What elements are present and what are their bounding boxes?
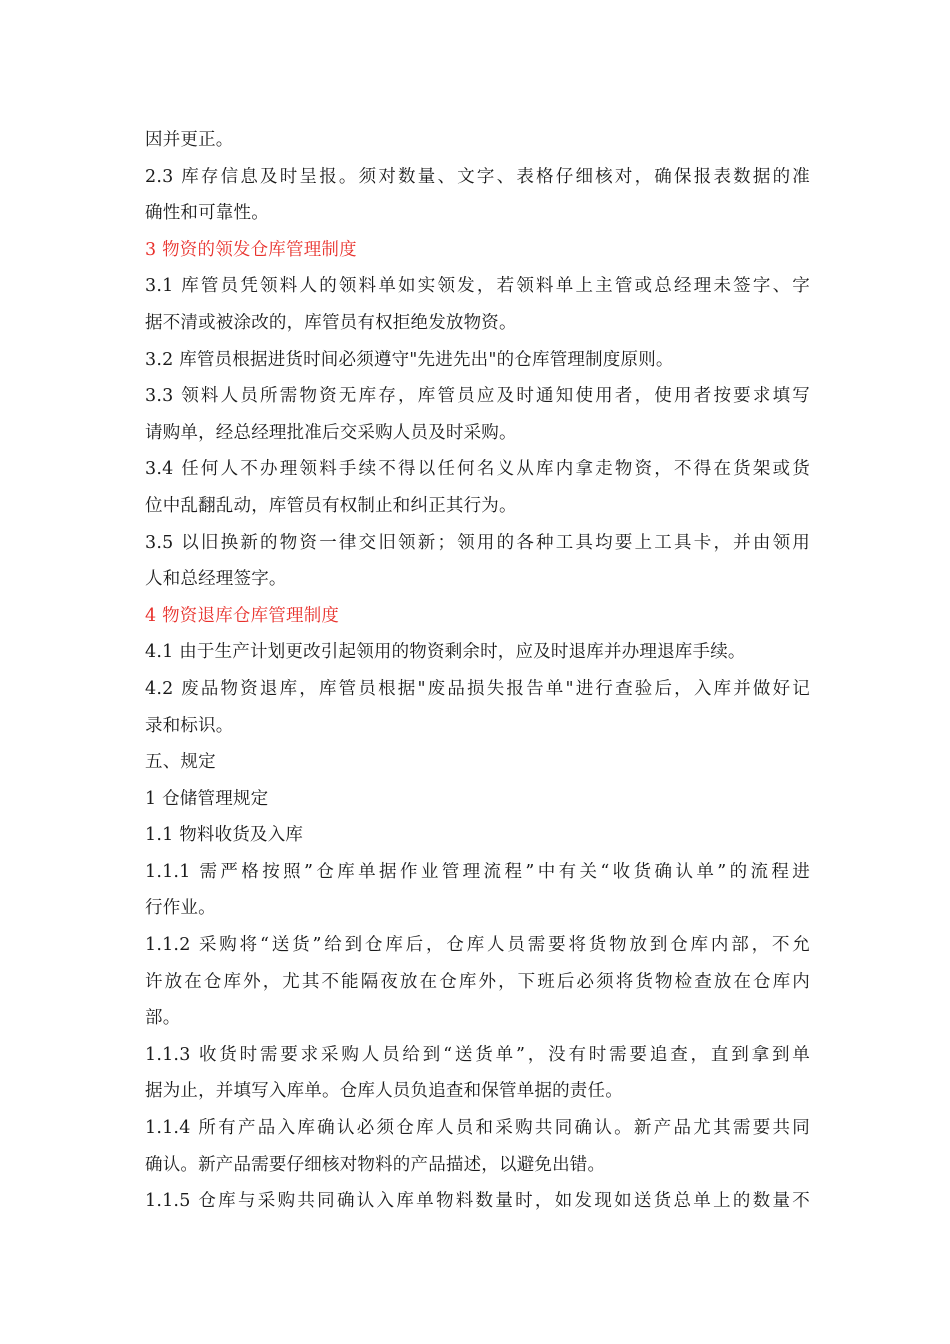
section-heading: 4 物资退库仓库管理制度 xyxy=(145,605,340,626)
paragraph-line: 请购单，经总经理批准后交采购人员及时采购。 xyxy=(145,422,517,443)
paragraph-line: 确认。新产品需要仔细核对物料的产品描述，以避免出错。 xyxy=(145,1154,606,1175)
paragraph-line: 人和总经理签字。 xyxy=(145,569,287,590)
paragraph-line: 部。 xyxy=(145,1008,181,1029)
paragraph-line: 位中乱翻乱动，库管员有权制止和纠正其行为。 xyxy=(145,495,517,516)
chapter-heading: 五、规定 xyxy=(145,752,216,773)
paragraph-line: 录和标识。 xyxy=(145,715,234,736)
paragraph-line: 确性和可靠性。 xyxy=(145,203,269,224)
paragraph-line: 1.1.2 采购将“送货”给到仓库后，仓库人员需要将货物放到仓库内部，不允 xyxy=(145,935,810,956)
paragraph-line: 许放在仓库外，尤其不能隔夜放在仓库外，下班后必须将货物检查放在仓库内 xyxy=(145,971,810,992)
paragraph-line: 4.1 由于生产计划更改引起领用的物资剩余时，应及时退库并办理退库手续。 xyxy=(145,642,746,663)
paragraph-line: 3.5 以旧换新的物资一律交旧领新；领用的各种工具均要上工具卡，并由领用 xyxy=(145,532,810,553)
paragraph-line: 行作业。 xyxy=(145,898,216,919)
section-heading: 3 物资的领发仓库管理制度 xyxy=(145,239,357,260)
paragraph-line: 据不清或被涂改的，库管员有权拒绝发放物资。 xyxy=(145,312,517,333)
paragraph-line: 1.1.3 收货时需要求采购人员给到“送货单”，没有时需要追查，直到拿到单 xyxy=(145,1044,810,1065)
paragraph-line: 4.2 废品物资退库，库管员根据"废品损失报告单"进行查验后，入库并做好记 xyxy=(145,678,810,699)
paragraph-line: 1.1.5 仓库与采购共同确认入库单物料数量时，如发现如送货总单上的数量不 xyxy=(145,1191,810,1212)
section-heading: 1 仓储管理规定 xyxy=(145,788,269,809)
subsection-heading: 1.1 物料收货及入库 xyxy=(145,825,304,846)
paragraph-line: 3.4 任何人不办理领料手续不得以任何名义从库内拿走物资，不得在货架或货 xyxy=(145,459,810,480)
document-body xyxy=(145,122,810,1220)
paragraph-line: 1.1.4 所有产品入库确认必须仓库人员和采购共同确认。新产品尤其需要共同 xyxy=(145,1118,810,1139)
paragraph-line: 3.1 库管员凭领料人的领料单如实领发，若领料单上主管或总经理未签字、字 xyxy=(145,276,810,297)
paragraph-line: 3.3 领料人员所需物资无库存，库管员应及时通知使用者，使用者按要求填写 xyxy=(145,386,810,407)
paragraph-line: 3.2 库管员根据进货时间必须遵守"先进先出"的仓库管理制度原则。 xyxy=(145,349,674,370)
paragraph-line: 因并更正。 xyxy=(145,130,234,150)
paragraph-line: 1.1.1 需严格按照”仓库单据作业管理流程”中有关“收货确认单”的流程进 xyxy=(145,861,810,882)
paragraph-line: 据为止，并填写入库单。仓库人员负追查和保管单据的责任。 xyxy=(145,1081,623,1102)
paragraph-line: 2.3 库存信息及时呈报。须对数量、文字、表格仔细核对，确保报表数据的准 xyxy=(145,166,810,187)
